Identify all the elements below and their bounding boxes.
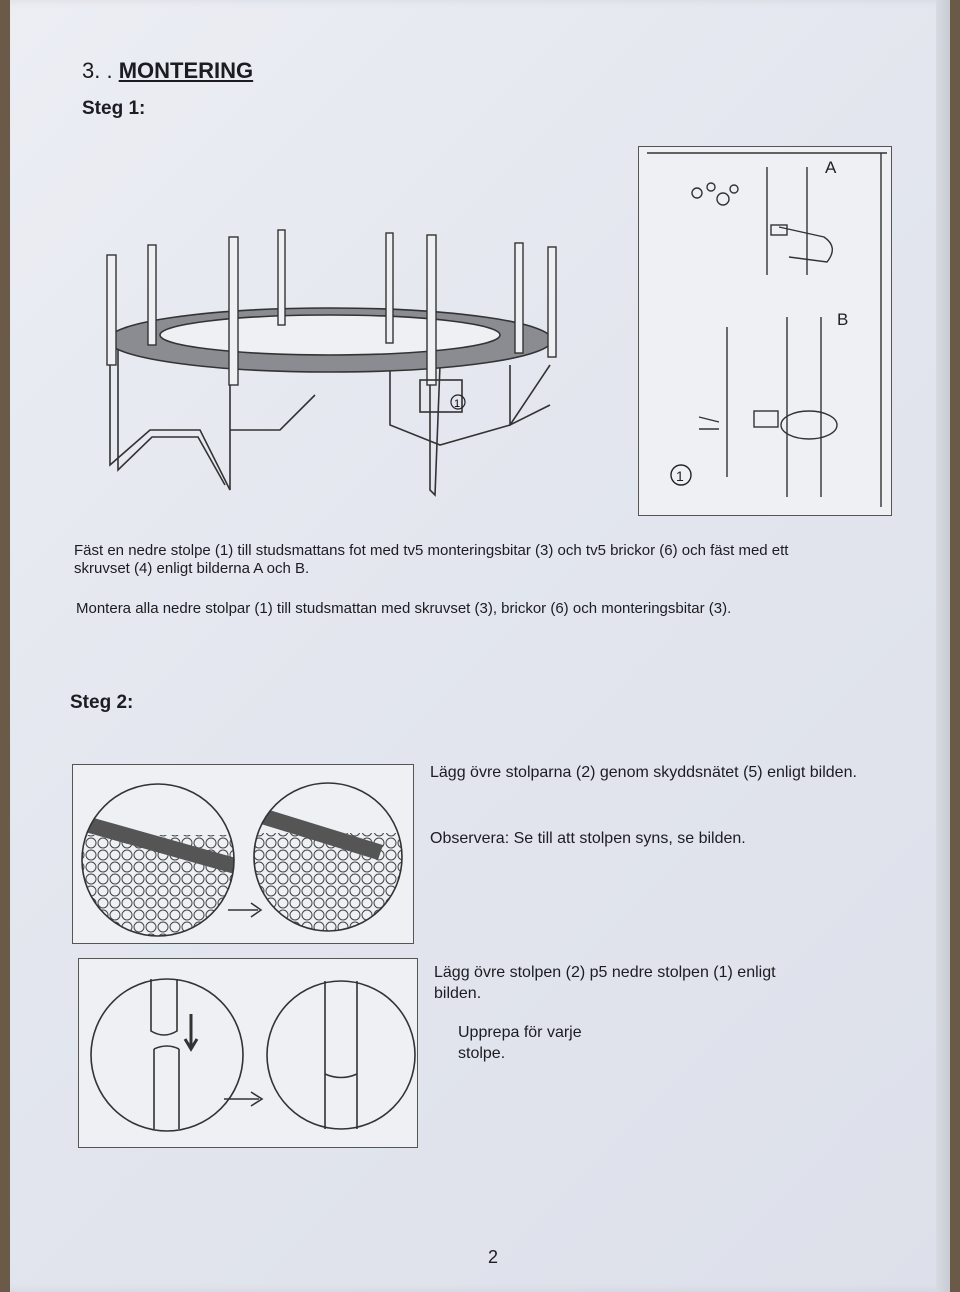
bracket-drawing [639,147,891,515]
section-heading [82,58,253,84]
page-fold-edge [936,0,950,1292]
figure-label-a: A [825,158,837,177]
figure-label-b: B [837,310,849,329]
step2-observation: Observera: Se till att stolpen syns, se bilden. [430,830,746,847]
net-figure [72,764,414,944]
trampoline-illustration [90,215,570,505]
step2-text-net: Lägg övre stolparna (2) genom skyddsnätet (5) enligt bilden. [430,764,857,781]
step2-repeat: Upprepa för varje stolpe. [458,1024,582,1062]
section-number: 3. . [82,58,113,83]
step1-instruction-2: Montera alla nedre stolpar (1) till studsmattan med skruvset (3), brickor (6) och monteringsbitar (3). [76,600,732,617]
trampoline-part-marker: 1 [454,398,461,410]
pole-drawing [79,959,417,1147]
step1-label: Steg 1: [82,98,146,119]
step1-instruction: Fäst en nedre stolpe (1) till studsmattans fot med tv5 monteringsbitar (3) och tv5 brickor (6) och fäst med ett skruvset (4) enligt bilderna A och B. [74,542,789,577]
pole-joint-figure [78,958,418,1148]
section-title: MONTERING [118,58,254,83]
manual-page [10,0,950,1292]
detail-part-marker: 1 [676,468,684,484]
step2-text-pole: Lägg övre stolpen (2) p5 nedre stolpen (1) enligt bilden. [434,964,776,1002]
step2-label: Steg 2: [70,692,134,713]
page-number: 2 [488,1247,499,1267]
net-drawing [73,765,413,943]
bracket-detail-figure [638,146,892,516]
